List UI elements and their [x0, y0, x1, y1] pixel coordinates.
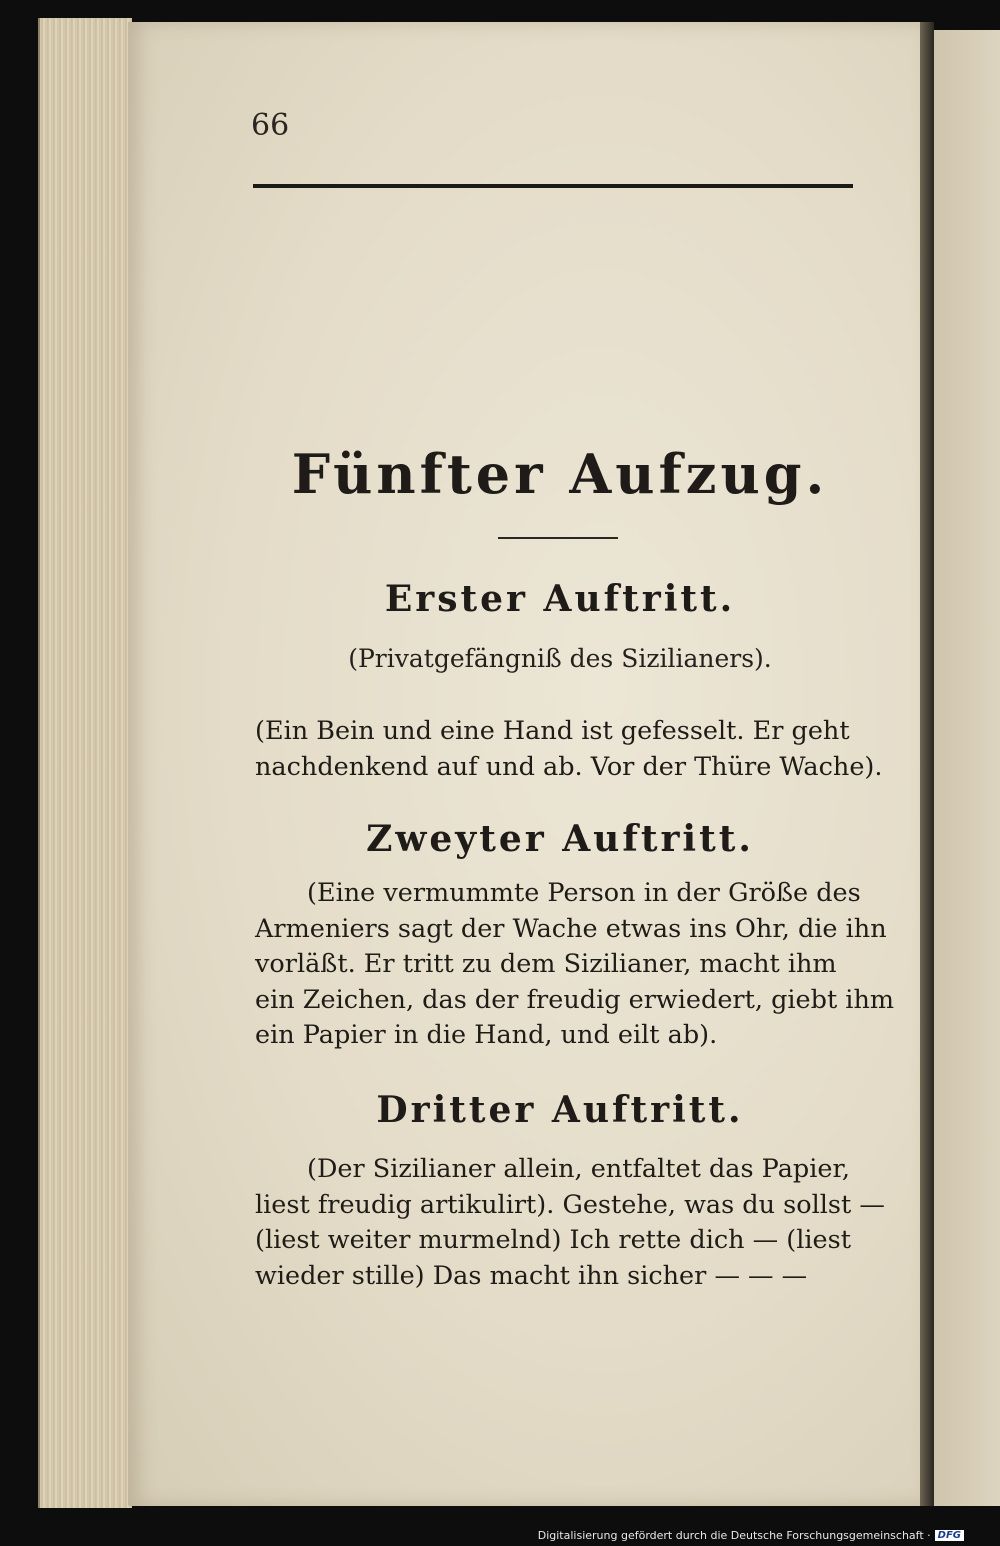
stage-direction-2 [255, 876, 895, 1054]
book-gutter [920, 22, 934, 1506]
scene-title-3: Dritter Auftritt. [376, 1089, 744, 1131]
text-line: liest freudig artikulirt). Gestehe, was du sollst — [255, 1189, 885, 1220]
text-line: nachdenkend auf und ab. Vor der Thüre Wache). [255, 751, 883, 782]
dfg-logo: DFG [935, 1530, 964, 1541]
stage-direction-3 [255, 1152, 885, 1294]
text-line: ein Papier in die Hand, und eilt ab). [255, 1020, 718, 1050]
act-title: Fünfter Aufzug. [291, 442, 829, 506]
text-line: (Der Sizilianer allein, entfaltet das Papier, [307, 1154, 850, 1184]
text-line: wieder stille) Das macht ihn sicher — — — [255, 1260, 808, 1291]
scene-title-2: Zweyter Auftritt. [366, 818, 754, 860]
text-line: (liest weiter murmelnd) Ich rette dich — (liest [255, 1225, 851, 1255]
scene-title-1: Erster Auftritt. [384, 578, 736, 620]
text-line: (Eine vermummte Person in der Größe des [307, 878, 861, 908]
text-line: ein Zeichen, das der freudig erwiedert, giebt ihm [255, 984, 895, 1015]
scene-location-1: (Privatgefängniß des Sizilianers). [348, 644, 772, 673]
text-line: vorläßt. Er tritt zu dem Sizilianer, macht ihm [255, 949, 837, 979]
stage-direction-1 [255, 714, 883, 785]
funding-credit-text: Digitalisierung gefördert durch die Deutsche Forschungsgemeinschaft · [537, 1529, 931, 1542]
funding-credit [538, 1529, 964, 1542]
act-divider [498, 537, 618, 539]
header-rule [253, 184, 853, 188]
text-line: (Ein Bein und eine Hand ist gefesselt. Er geht [255, 716, 850, 746]
page-number: 66 [251, 108, 290, 143]
text-line: Armeniers sagt der Wache etwas ins Ohr, die ihn [255, 913, 887, 944]
facing-page-edge [934, 30, 1000, 1506]
book-page-edges [38, 18, 132, 1508]
